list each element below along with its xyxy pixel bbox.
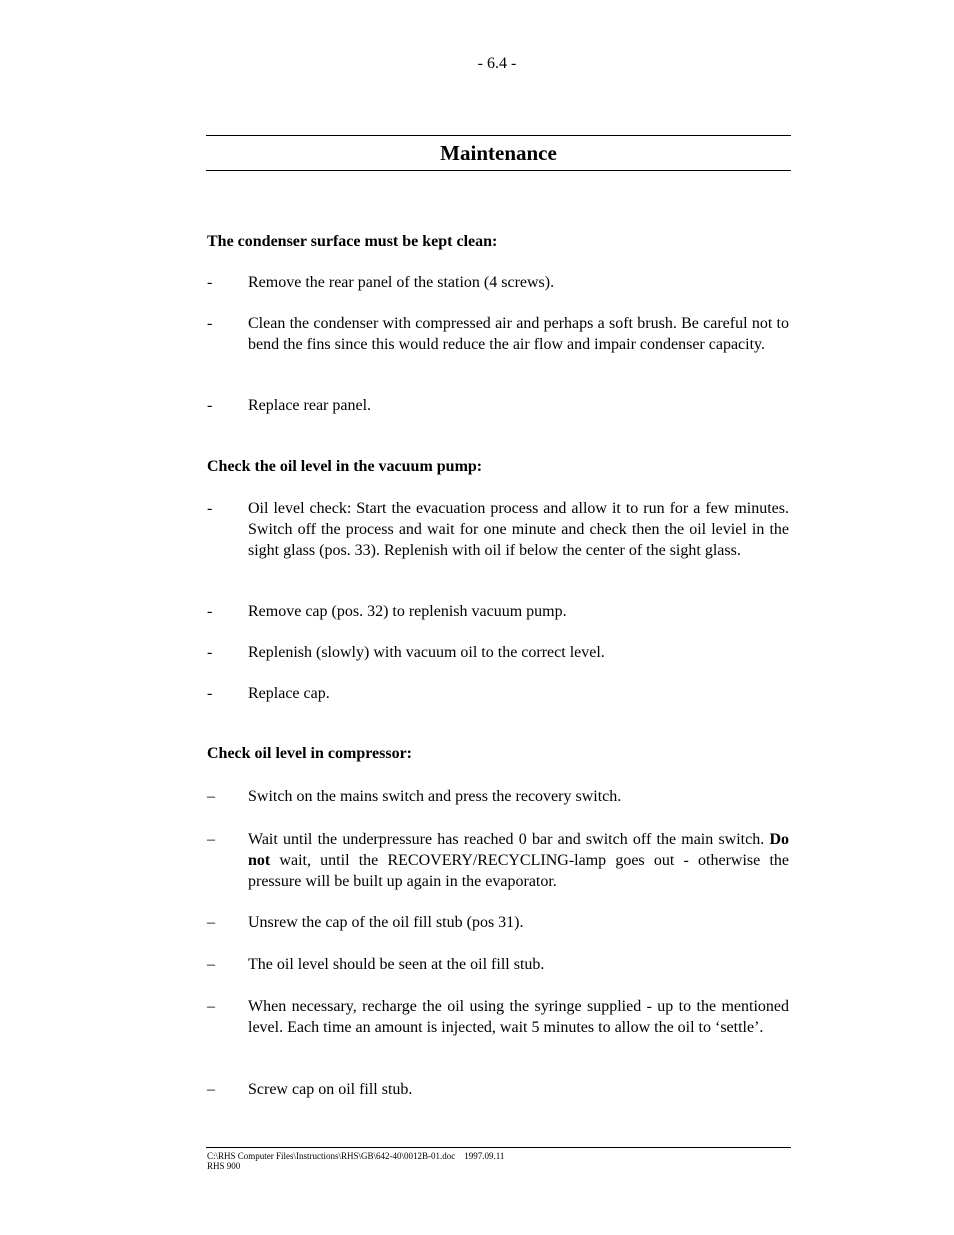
list-item-text: Screw cap on oil fill stub. (248, 1081, 413, 1098)
list-item (207, 273, 789, 294)
page-title: Maintenance (440, 141, 557, 165)
bullet-dash: - (207, 315, 213, 332)
bullet-dash: - (207, 397, 213, 414)
list-item-text (248, 830, 789, 892)
section-heading-condenser: The condenser surface must be kept clean: (207, 233, 498, 250)
list-item-text: Replenish (slowly) with vacuum oil to the correct level. (248, 644, 605, 661)
list-item-text: Switch on the mains switch and press the recovery switch. (248, 788, 622, 805)
list-item-text: Remove cap (pos. 32) to replenish vacuum pump. (248, 603, 567, 620)
text-before-emphasis: Wait until the underpressure has reached 0 bar and switch off the main switch. (248, 831, 770, 848)
section-heading-compressor: Check oil level in compressor: (207, 745, 413, 762)
bullet-en-dash: – (207, 914, 215, 931)
list-item-text: Remove the rear panel of the station (4 screws). (248, 274, 555, 291)
list-item-text: Unsrew the cap of the oil fill stub (pos 31). (248, 914, 524, 931)
bullet-dash: - (207, 500, 213, 517)
list-item (207, 602, 789, 623)
bullet-dash: - (207, 603, 213, 620)
list-item (207, 1080, 789, 1101)
list-item (207, 643, 789, 664)
list-item-text: The oil level should be seen at the oil fill stub. (248, 956, 545, 973)
list-item (207, 396, 789, 417)
text-after-emphasis: wait, until the RECOVERY/RECYCLING-lamp goes out - otherwise the pressure will be built up again in the evaporator. (248, 851, 789, 890)
list-item (207, 684, 789, 705)
bullet-en-dash: – (207, 956, 215, 973)
list-item-text: Clean the condenser with compressed air and perhaps a soft brush. Be careful not to bend the fins since this would reduce the air flow and impair condenser capacity. (248, 315, 789, 353)
list-item (207, 499, 789, 561)
footer-divider (206, 1147, 791, 1148)
footer-model: RHS 900 (207, 1161, 241, 1171)
list-item-text: When necessary, recharge the oil using the syringe supplied - up to the mentioned level. Each time an amount is injected, wait 5 minutes to allow the oil to ‘settle’. (248, 998, 789, 1036)
section-heading-vacuum-pump: Check the oil level in the vacuum pump: (207, 458, 483, 475)
emphasis-do-not: Do not (248, 831, 789, 869)
page-number: - 6.4 - (477, 55, 517, 72)
footer-file-path: C:\RHS Computer Files\Instructions\RHS\GB\642-40\0012B-01.doc 1997.09.11 (207, 1151, 505, 1161)
list-item (207, 787, 789, 808)
bullet-en-dash: – (207, 998, 215, 1015)
bullet-en-dash: – (207, 1081, 215, 1098)
list-item (207, 314, 789, 356)
bullet-dash: - (207, 274, 213, 291)
list-item-text: Replace rear panel. (248, 397, 372, 414)
title-block (206, 135, 791, 171)
list-item (207, 913, 789, 934)
list-item (207, 830, 789, 892)
list-item (207, 955, 789, 976)
bullet-dash: - (207, 685, 213, 702)
list-item (207, 997, 789, 1039)
list-item-text: Replace cap. (248, 685, 330, 702)
list-item-text: Oil level check: Start the evacuation process and allow it to run for a few minutes. Switch off the process and wait for one minute and check then the oil leviel in the sight glass (pos. 33). Replenish with oil if below the center of the sight glass. (248, 500, 789, 559)
bullet-en-dash: – (207, 788, 215, 805)
bullet-en-dash: – (207, 831, 215, 848)
bullet-dash: - (207, 644, 213, 661)
